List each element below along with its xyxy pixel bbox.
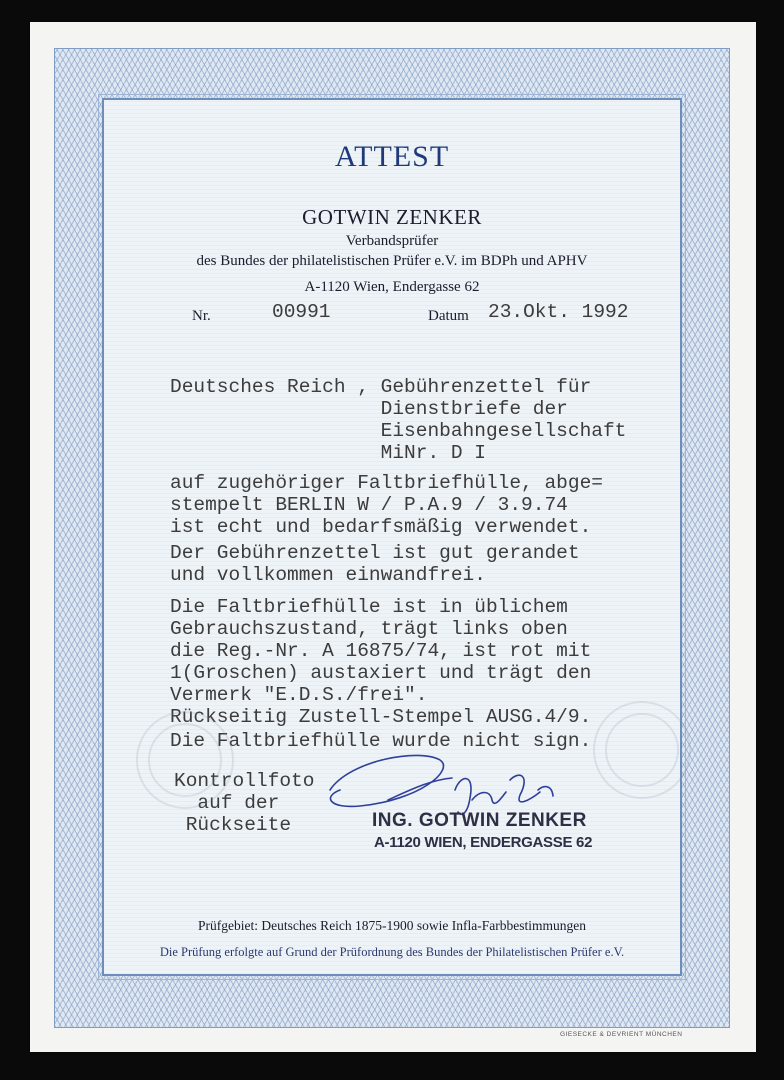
cover-condition: Die Faltbriefhülle ist in üblichem Gebrauchszustand, trägt links oben die Reg.-Nr. A 16875/74, ist rot mit 1(Groschen) austaxiert und trägt den Vermerk "E.D.S./frei". Rückseitig Zustell-Stempel AUSG.4/9. (170, 596, 592, 728)
handwritten-signature (330, 755, 553, 814)
certificate-title: ATTEST (334, 140, 450, 173)
stamp-condition: Der Gebührenzettel ist gut gerandet und vollkommen einwandfrei. (170, 542, 580, 586)
item-description: Deutsches Reich , Gebührenzettel für Dienstbriefe der Eisenbahngesellschaft MiNr. D I (170, 376, 627, 464)
printer-imprint: GIESECKE & DEVRIENT MÜNCHEN (560, 1031, 683, 1038)
embossed-seal-left (137, 712, 233, 808)
certificate-date: 23.Okt. 1992 (488, 301, 629, 323)
date-label: Datum (428, 308, 469, 324)
examiner-association: des Bundes der philatelistischen Prüfer e.V. im BDPh und APHV (196, 253, 588, 269)
examination-basis: Die Prüfung erfolgte auf Grund der Prüfordnung des Bundes der Philatelistischen Prüfer e.V. (159, 945, 625, 959)
examiner-address: A-1120 Wien, Endergasse 62 (304, 279, 480, 295)
examination-scope: Prüfgebiet: Deutsches Reich 1875-1900 sowie Infla-Farbbestimmungen (197, 918, 587, 933)
examiner-name: GOTWIN ZENKER (302, 205, 482, 229)
number-label: Nr. (192, 308, 211, 324)
control-photo-note: Kontrollfoto auf der Rückseite (174, 770, 315, 836)
signing-note: Die Faltbriefhülle wurde nicht sign. (170, 730, 592, 752)
examiner-stamp-address: A-1120 WIEN, ENDERGASSE 62 (374, 834, 593, 851)
examiner-role: Verbandsprüfer (345, 233, 439, 249)
embossed-seal-right (594, 702, 690, 798)
examiner-stamp-name: ING. GOTWIN ZENKER (372, 810, 587, 831)
certificate-number: 00991 (272, 301, 331, 323)
cover-cancellation: auf zugehöriger Faltbriefhülle, abge= stempelt BERLIN W / P.A.9 / 3.9.74 ist echt und bedarfsmäßig verwendet. (170, 472, 603, 538)
